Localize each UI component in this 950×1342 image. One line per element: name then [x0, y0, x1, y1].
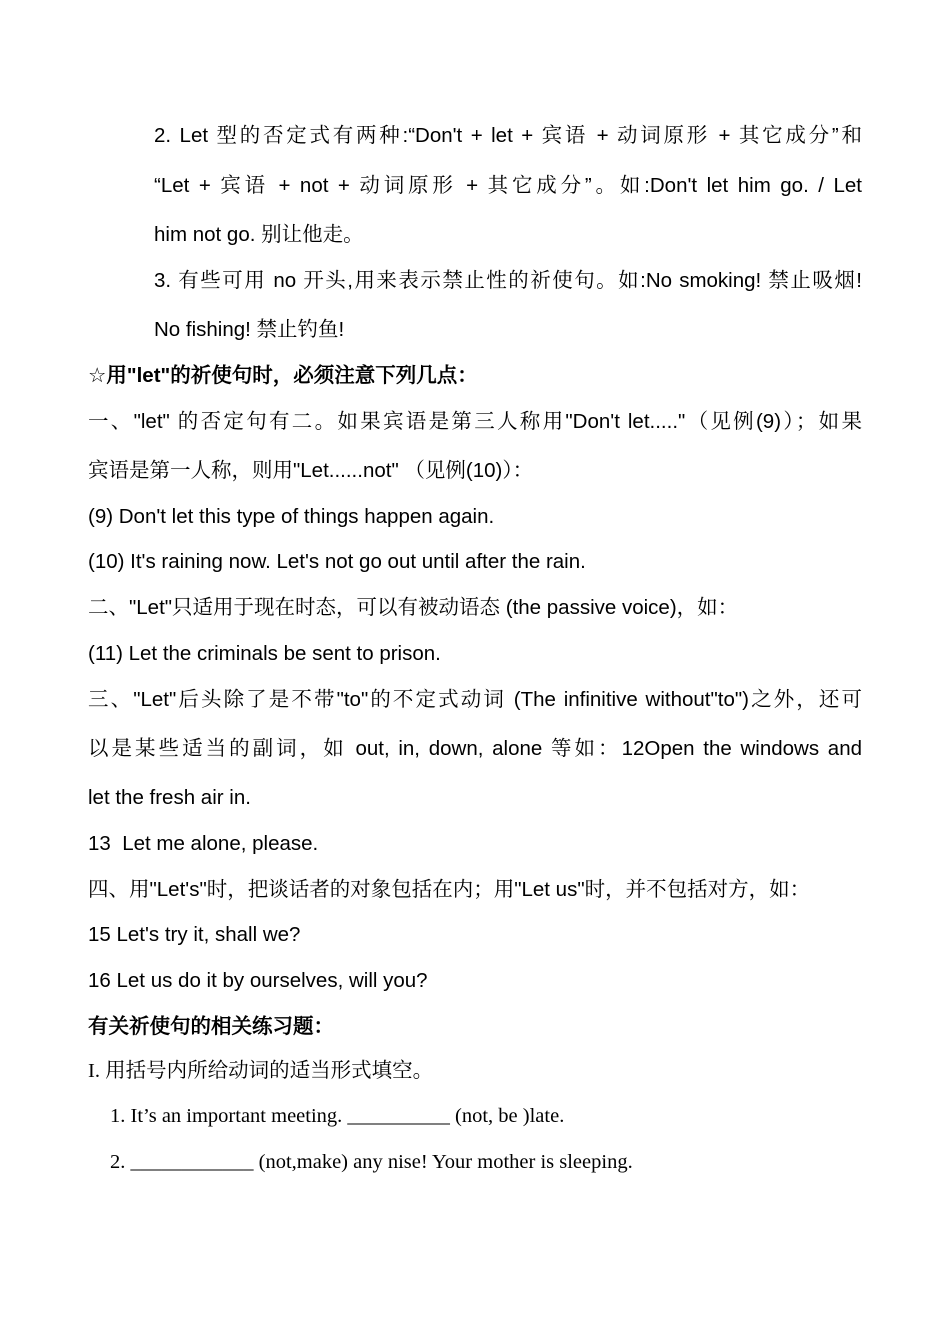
- point3-line1: 三、"Let"后头除了是不带"to"的不定式动词 (The infinitive without"to")之外，还可: [88, 688, 862, 711]
- point2: 二、"Let"只适用于现在时态，可以有被动语态 (the passive voice)，如：: [88, 596, 739, 619]
- rule2-line1: 2. Let 型的否定式有两种:“Don't + let + 宾语 + 动词原形 + 其它成分”和: [154, 124, 862, 147]
- question-1: 1. It’s an important meeting. __________ (not, be )late.: [110, 1105, 565, 1127]
- point3-line3: let the fresh air in.: [88, 786, 251, 809]
- rule3-line1: 3. 有些可用 no 开头,用来表示禁止性的祈使句。如:No smoking! 禁止吸烟!: [154, 269, 862, 292]
- point4: 四、用"Let's"时，把谈话者的对象包括在内；用"Let us"时，并不包括对方，如：: [88, 878, 811, 901]
- example-16: 16 Let us do it by ourselves, will you?: [88, 969, 428, 992]
- point1-line2: 宾语是第一人称，则用"Let......not" （见例(10)）：: [88, 459, 534, 482]
- rule2-line2: “Let + 宾语 + not + 动词原形 + 其它成分”。如:Don't let him go. / Let: [154, 174, 862, 197]
- example-10: (10) It's raining now. Let's not go out until after the rain.: [88, 550, 586, 573]
- example-15: 15 Let's try it, shall we?: [88, 923, 301, 946]
- example-9: (9) Don't let this type of things happen again.: [88, 505, 495, 528]
- rule3-line2: No fishing! 禁止钓鱼!: [154, 318, 345, 341]
- point1-line1: 一、"let" 的否定句有二。如果宾语是第三人称用"Don't let....."（见例(9)）；如果: [88, 410, 862, 433]
- example-13: 13 Let me alone, please.: [88, 832, 319, 855]
- rule2-line3: him not go. 别让他走。: [154, 223, 364, 246]
- point3-line2: 以是某些适当的副词，如 out, in, down, alone 等如：12Open the windows and: [88, 737, 862, 760]
- let-heading: ☆用"let"的祈使句时，必须注意下列几点：: [88, 364, 478, 387]
- question-2: 2. ____________ (not,make) any nise! Your mother is sleeping.: [110, 1151, 633, 1173]
- section1-title: I. 用括号内所给动词的适当形式填空。: [88, 1060, 434, 1082]
- example-11: (11) Let the criminals be sent to prison.: [88, 642, 441, 665]
- exercise-heading: 有关祈使句的相关练习题：: [88, 1015, 334, 1038]
